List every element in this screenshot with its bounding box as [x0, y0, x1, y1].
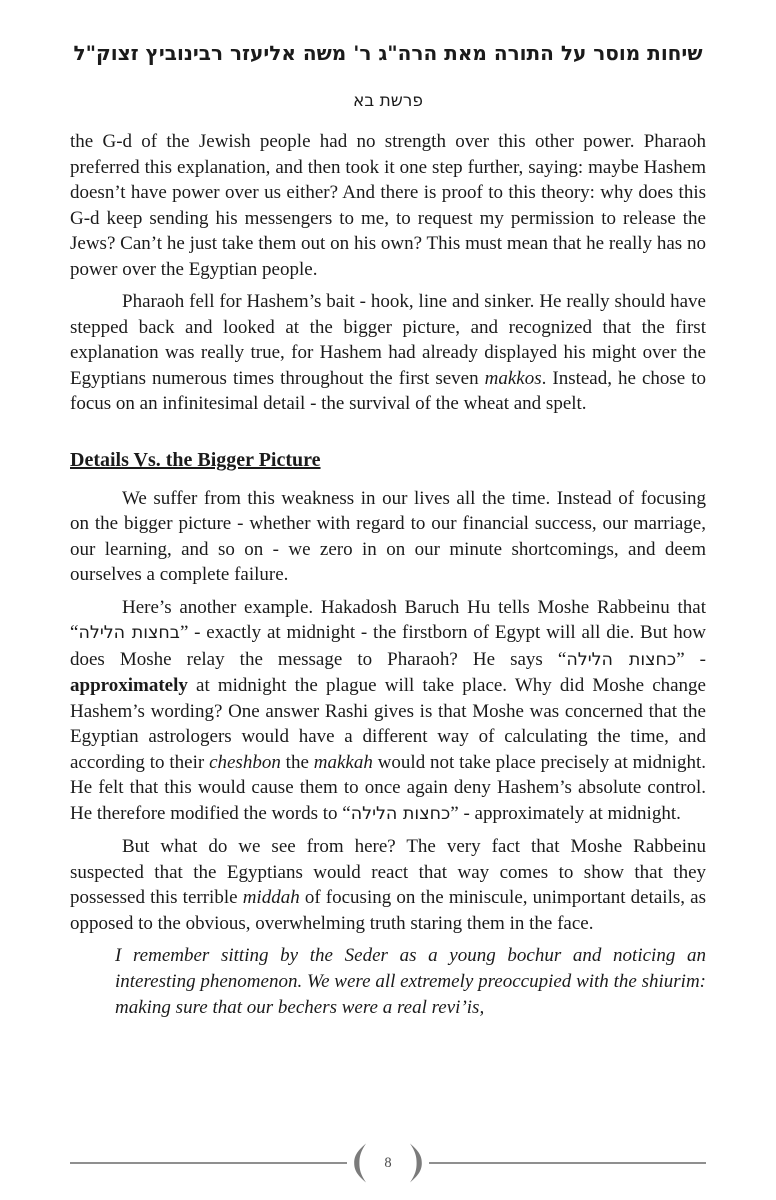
italic-term: cheshbon: [209, 751, 281, 773]
document-header: [0, 0, 776, 112]
paragraph: [70, 834, 706, 936]
italic-term: makkos: [484, 367, 542, 389]
text-run: I remember sitting by the Seder as a young bochur and noticing an interesting phenomenon. We were all extremely preoccupied with the shiurim: making sure that our bechers were a real revi’is,: [115, 945, 706, 1018]
hebrew-phrase: כחצות הלילה: [350, 803, 451, 824]
hebrew-title: שיחות מוסר על התורה מאת הרה"ג ר' משה אליעזר רבינוביץ זצוק"ל: [73, 41, 703, 65]
text-run: But what do we see from here? The very fact that Moshe Rabbeinu suspected that the Egyptians would react that way comes to show that they possessed this terrible: [70, 836, 706, 908]
bracket-right-icon: [409, 1143, 424, 1183]
paragraph: [70, 289, 706, 417]
body-text: [70, 129, 706, 1021]
page-number: 8: [384, 1154, 392, 1171]
section-heading: Details Vs. the Bigger Picture: [70, 448, 321, 471]
text-run: the G-d of the Jewish people had no strength over this other power. Pharaoh preferred this explanation, and then took it one step further, saying: maybe Hashem doesn’t have power over us either? And there is proof to this theory: why does this G-d keep sending his messengers to me, to request my permission to release the Jews? Can’t he just take them out on his own? This must mean that he really has no power over the Egyptian people.: [70, 131, 706, 280]
text-run: We suffer from this weakness in our lives all the time. Instead of focusing on the bigger picture - whether with regard to our financial success, our marriage, our learning, and so on - we zero in on our minute shortcomings, and deem ourselves a complete failure.: [70, 487, 706, 585]
quote-paragraph: [115, 943, 706, 1021]
footer-rule-left: [70, 1162, 347, 1164]
italic-term: middah: [242, 887, 300, 908]
page-footer: [70, 1142, 706, 1184]
paragraph: [70, 595, 706, 828]
text-run: the: [280, 751, 314, 773]
footer-rule-right: [429, 1162, 706, 1164]
bracket-left-icon: [352, 1143, 367, 1183]
text-run: Here’s another example. Hakadosh Baruch Hu tells Moshe Rabbeinu that “: [70, 596, 706, 643]
italic-term: makkah: [313, 751, 373, 773]
paragraph: [70, 129, 706, 282]
text-run: would not take place precisely at midnight. He felt that this would cause them to once again deny Hashem’s absolute control. He therefore modified the words to “: [70, 751, 706, 824]
bold-emphasis: approximately: [70, 675, 188, 696]
hebrew-phrase: כחצות הלילה: [566, 649, 677, 670]
hebrew-phrase: בחצות הלילה: [78, 623, 180, 643]
text-run: ” -: [676, 648, 706, 670]
parsha-title: פרשת בא: [352, 91, 424, 111]
paragraph: [70, 486, 706, 588]
text-run: . Instead, he chose to focus on an infinitesimal detail - the survival of the wheat and spelt.: [70, 367, 706, 414]
text-run: Pharaoh fell for Hashem’s bait - hook, line and sinker. He really should have stepped back and looked at the bigger picture, and recognized that the first explanation was really true, for Hashem had already displayed his might over the Egyptians numerous times throughout the first seven: [70, 291, 706, 389]
text-run: of focusing on the miniscule, unimportant details, as opposed to the obvious, overwhelming truth staring them in the face.: [70, 887, 706, 934]
text-run: at midnight the plague will take place. Why did Moshe change Hashem’s wording? One answer Rashi gives is that Moshe was concerned that the Egyptian astrologers would have a different way of calculating the time, and according to their: [70, 675, 706, 773]
text-run: ” - exactly at midnight - the firstborn of Egypt will all die. But how does Moshe relay the message to Pharaoh? He says “: [70, 622, 707, 670]
text-run: ” - approximately at midnight.: [450, 802, 681, 824]
